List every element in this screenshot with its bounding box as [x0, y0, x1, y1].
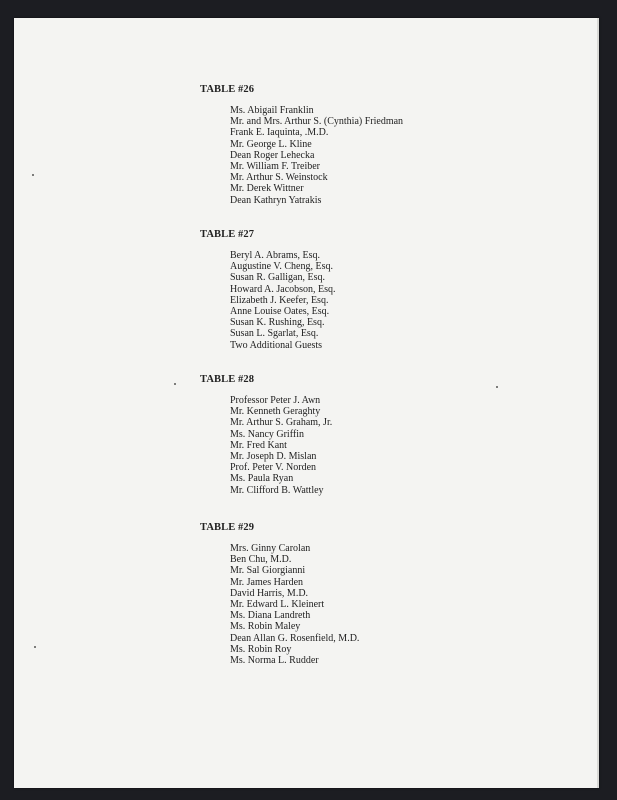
guest-list — [230, 395, 332, 496]
guest-name: Ms. Abigail Franklin — [230, 105, 314, 116]
guest-name: Beryl A. Abrams, Esq. — [230, 250, 320, 261]
guest-name: Dean Allan G. Rosenfield, M.D. — [230, 632, 360, 644]
guest-name: Two Additional Guests — [230, 339, 323, 351]
guest-name: Mr. Arthur S. Graham, Jr. — [230, 417, 333, 429]
guest-name: Prof. Peter V. Norden — [230, 462, 317, 474]
guest-name: Susan K. Rushing, Esq. — [230, 317, 325, 329]
guest-name: Ms. Diana Landreth — [230, 610, 311, 622]
scan-speck — [496, 386, 498, 388]
guest-name: Mr. George L. Kline — [230, 138, 312, 150]
guest-name: Ms. Nancy Griffin — [230, 428, 304, 440]
table-29-section — [200, 522, 359, 666]
guest-name: Susan L. Sgarlat, Esq. — [230, 328, 319, 340]
guest-name: Frank E. Iaquinta, .M.D. — [230, 127, 329, 139]
table-heading: TABLE #29 — [200, 522, 255, 533]
guest-name: David Harris, M.D. — [230, 587, 309, 599]
guest-name: Mr. Kenneth Geraghty — [230, 406, 321, 418]
guest-name: Ms. Robin Roy — [230, 643, 292, 655]
guest-name: Mr. Derek Wittner — [230, 183, 304, 195]
guest-name: Susan R. Galligan, Esq. — [230, 272, 325, 284]
guest-name: Mr. Sal Giorgianni — [230, 565, 306, 577]
scan-speck — [32, 174, 34, 176]
scan-speck — [174, 383, 176, 385]
scan-speck — [34, 646, 36, 648]
guest-name: Ms. Norma L. Rudder — [230, 654, 319, 666]
guest-name: Ms. Paula Ryan — [230, 473, 294, 485]
page-edge — [597, 18, 599, 788]
table-heading: TABLE #27 — [200, 229, 255, 240]
guest-name: Mr. and Mrs. Arthur S. (Cynthia) Friedman — [230, 116, 404, 128]
guest-list — [230, 250, 336, 351]
guest-name: Mr. Fred Kant — [230, 439, 287, 451]
guest-name: Ms. Robin Maley — [230, 621, 301, 633]
guest-list — [230, 543, 359, 666]
guest-name: Anne Louise Oates, Esq. — [230, 305, 330, 317]
table-heading: TABLE #28 — [200, 374, 255, 385]
guest-name: Ben Chu, M.D. — [230, 554, 292, 566]
table-27-section — [200, 229, 336, 351]
guest-name: Mr. Edward L. Kleinert — [230, 598, 325, 610]
guest-name: Elizabeth J. Keefer, Esq. — [230, 294, 329, 306]
guest-list — [230, 105, 403, 206]
guest-name: Mrs. Ginny Carolan — [230, 543, 311, 554]
guest-name: Mr. James Harden — [230, 576, 304, 588]
table-26-section — [200, 84, 403, 206]
table-heading: TABLE #26 — [200, 84, 255, 95]
document-page — [14, 18, 599, 788]
guest-name: Professor Peter J. Awn — [230, 395, 321, 406]
guest-name: Mr. Joseph D. Mislan — [230, 450, 317, 462]
guest-name: Mr. Arthur S. Weinstock — [230, 172, 328, 184]
guest-name: Dean Kathryn Yatrakis — [230, 194, 322, 206]
guest-name: Augustine V. Cheng, Esq. — [230, 261, 333, 273]
guest-name: Howard A. Jacobson, Esq. — [230, 283, 336, 295]
guest-name: Dean Roger Lehecka — [230, 149, 315, 161]
guest-name: Mr. Clifford B. Wattley — [230, 484, 324, 496]
table-28-section — [200, 374, 332, 496]
guest-name: Mr. William F. Treiber — [230, 160, 321, 172]
